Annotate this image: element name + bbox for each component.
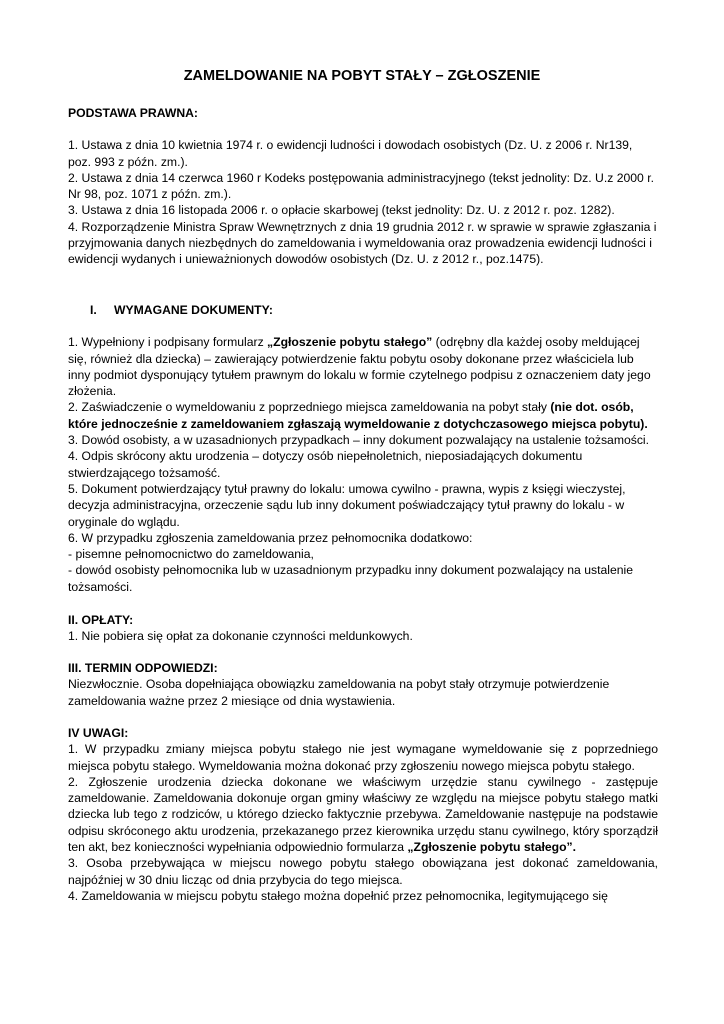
notes-item-4: 4. Zameldowania w miejscu pobytu stałego można dopełnić przez pełnomocnika, legitymującego się <box>68 888 608 903</box>
response-time-heading: III. TERMIN ODPOWIEDZI: <box>68 661 218 675</box>
documents-section <box>68 302 658 595</box>
legal-basis-item: 2. Ustawa z dnia 14 czerwca 1960 r Kodeks postępowania administracyjnego (tekst jednolity: Dz. U.z 2000 r. Nr 98, poz. 1071 z późn. zm.). <box>68 170 654 202</box>
fees-heading: II. OPŁATY: <box>68 613 134 627</box>
fees-text: 1. Nie pobiera się opłat za dokonanie czynności meldunkowych. <box>68 629 413 644</box>
documents-item-6-sub: - dowód osobisty pełnomocnika lub w uzasadnionym przypadku inny dokument pozwalający na ustalenie tożsamości. <box>68 563 634 594</box>
notes-item-1: 1. W przypadku zmiany miejsca pobytu stałego nie jest wymagane wymeldowanie się z poprzedniego miejsca pobytu stałego. Wymeldowania można dokonać przy zgłoszeniu nowego miejsca pobytu stałego. <box>68 742 658 773</box>
documents-heading <box>68 302 658 318</box>
documents-heading-text: WYMAGANE DOKUMENTY: <box>114 303 273 317</box>
notes-section <box>68 725 658 904</box>
documents-item-3: 3. Dowód osobisty, a w uzasadnionych przypadkach – inny dokument pozwalający na ustalenie tożsamości. <box>68 433 650 448</box>
notes-item-3: 3. Osoba przebywająca w miejscu nowego pobytu stałego obowiązana jest dokonać zameldowania, najpóźniej w 30 dniu licząc od dnia przybycia do tego miejsca. <box>68 856 658 887</box>
documents-item-2: 2. Zaświadczenie o wymeldowaniu z poprzedniego miejsca zameldowania na pobyt stały (nie dot. osób, które jednocześnie z zameldowaniem zgłaszają wymeldowanie z dotychczasowego miejsca pobytu). <box>68 400 648 431</box>
exemption-note: (nie dot. osób, które jednocześnie z zameldowaniem zgłaszają wymeldowanie z dotychczasowego miejsca pobytu). <box>68 400 648 431</box>
documents-item-4: 4. Odpis skrócony aktu urodzenia – dotyczy osób niepełnoletnich, nieposiadających dokumentu stwierdzającego tożsamość. <box>68 449 583 480</box>
legal-basis-item: 4. Rozporządzenie Ministra Spraw Wewnętrznych z dnia 19 grudnia 2012 r. w sprawie w sprawie zgłaszania i przyjmowania danych niezbędnych do zameldowania i wymeldowania oraz prowadzenia ewidencji ludności i ewidencji wydanych i unieważnionych dowodów osobistych (Dz. U. z 2012 r., poz.1475). <box>68 219 657 267</box>
documents-item-5: 5. Dokument potwierdzający tytuł prawny do lokalu: umowa cywilno - prawna, wypis z księgi wieczystej, decyzja administracyjna, orzeczenie sądu lub inny dokument poświadczający tytuł prawny do lokalu - w oryginale do wglądu. <box>68 481 626 529</box>
notes-item-2: 2. Zgłoszenie urodzenia dziecka dokonane we właściwym urzędzie stanu cywilnego - zastępuje zameldowanie. Zameldowania dokonuje organ gminy właściwy ze względu na miejsce pobytu stałego matki dziecka lub tego z rodziców, u którego dziecko faktycznie przebywa. Zameldowanie następuje na podstawie odpisu skróconego aktu urodzenia, przekazanego przez kierownika urzędu stanu cywilnego, który sporządził ten akt, bez konieczności wypełniania odpowiednio formularza „Zgłoszenie pobytu stałego”. <box>68 774 658 855</box>
page-title: ZAMELDOWANIE NA POBYT STAŁY – ZGŁOSZENIE <box>183 68 541 84</box>
legal-basis-item: 1. Ustawa z dnia 10 kwietnia 1974 r. o ewidencji ludności i dowodach osobistych (Dz. U. z 2006 r. Nr139, poz. 993 z późn. zm.). <box>68 138 633 169</box>
form-name-emphasis: „Zgłoszenie pobytu stałego” <box>267 335 433 350</box>
response-time-text: Niezwłocznie. Osoba dopełniająca obowiązku zameldowania na pobyt stały otrzymuje potwierdzenie zameldowania ważne przez 2 miesiące od dnia wystawienia. <box>68 677 610 708</box>
form-name-emphasis: „Zgłoszenie pobytu stałego”. <box>407 840 577 855</box>
legal-basis-section <box>68 105 658 268</box>
fees-section <box>68 612 658 645</box>
legal-basis-item: 3. Ustawa z dnia 16 listopada 2006 r. o opłacie skarbowej (tekst jednolity: Dz. U. z 2012 r. poz. 1282). <box>68 203 615 218</box>
notes-heading: IV UWAGI: <box>68 726 129 740</box>
response-time-section <box>68 660 658 709</box>
documents-item-6-sub: - pisemne pełnomocnictwo do zameldowania, <box>68 547 314 562</box>
documents-heading-number: I. <box>90 303 97 317</box>
documents-item-1: 1. Wypełniony i podpisany formularz „Zgłoszenie pobytu stałego” (odrębny dla każdej osoby meldującej się, również dla dziecka) – zawierający potwierdzenie faktu pobytu osoby dokonane przez właściciela lub inny podmiot dysponujący tytułem prawnym do lokalu w formie czytelnego podpisu z oznaczeniem daty jego złożenia. <box>68 335 651 399</box>
documents-item-6: 6. W przypadku zgłoszenia zameldowania przez pełnomocnika dodatkowo: <box>68 530 473 545</box>
legal-basis-heading: PODSTAWA PRAWNA: <box>68 106 198 120</box>
